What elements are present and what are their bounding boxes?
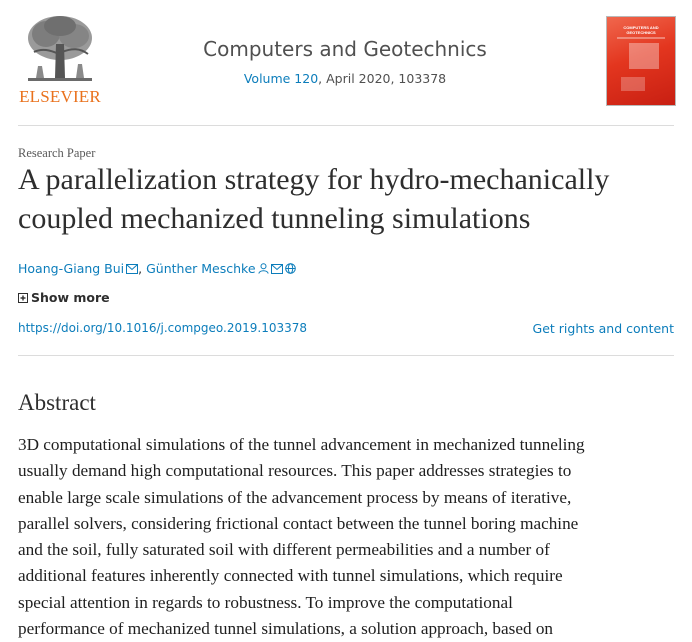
get-rights-link[interactable]: Get rights and content xyxy=(532,321,674,336)
cover-title: COMPUTERS AND GEOTECHNICS xyxy=(623,25,659,35)
abstract-text xyxy=(18,432,688,642)
article-title: A parallelization strategy for hydro-mechanically coupled mechanized tunneling simulations xyxy=(18,163,610,235)
show-more-label: Show more xyxy=(31,290,110,305)
elsevier-logo[interactable] xyxy=(18,14,102,106)
issue-details: , April 2020, 103378 xyxy=(318,71,447,86)
journal-header xyxy=(0,0,692,125)
doi-link[interactable]: https://doi.org/10.1016/j.compgeo.2019.103378 xyxy=(18,321,308,335)
author-link[interactable]: Günther Meschke xyxy=(146,261,256,276)
author-link[interactable]: Hoang-Giang Bui xyxy=(18,261,125,276)
header-divider xyxy=(18,125,674,126)
publisher-name: ELSEVIER xyxy=(19,87,101,106)
abstract-line: special attention in regards to robustness. To improve the computational xyxy=(18,592,513,612)
article-type: Research Paper xyxy=(18,146,96,160)
journal-title[interactable]: Computers and Geotechnics xyxy=(203,37,487,61)
abstract-heading: Abstract xyxy=(18,390,96,415)
person-icon[interactable] xyxy=(258,263,269,274)
abstract-line: and the soil, fully saturated soil with different permeabilities and a number of xyxy=(18,540,550,560)
cover-stripe xyxy=(617,37,665,39)
email-icon[interactable] xyxy=(126,264,138,274)
journal-issue-info xyxy=(100,71,590,86)
email-icon[interactable] xyxy=(271,264,283,274)
section-divider xyxy=(18,355,674,356)
volume-link[interactable]: Volume 120 xyxy=(243,71,319,86)
author-separator: , xyxy=(138,261,147,276)
abstract-line: performance of mechanized tunnel simulations, a solution approach, based on xyxy=(18,619,554,639)
elsevier-tree-icon xyxy=(22,14,98,86)
journal-cover-image[interactable] xyxy=(606,16,676,106)
show-more-button[interactable] xyxy=(18,290,110,305)
author-list xyxy=(18,261,296,276)
abstract-line: additional features inherently connected with tunnel simulations, which require xyxy=(18,566,563,586)
cover-text-block xyxy=(621,77,645,91)
abstract-line: parallel solvers, considering frictional contact between the tunnel boring machine xyxy=(18,513,579,533)
plus-box-icon xyxy=(18,293,28,303)
abstract-line: usually demand high computational resources. This paper addresses strategies to xyxy=(18,461,572,481)
globe-icon[interactable] xyxy=(285,263,296,274)
abstract-line: 3D computational simulations of the tunnel advancement in mechanized tunneling xyxy=(18,435,585,454)
cover-graphic xyxy=(629,43,659,69)
abstract-line: enable large scale simulations of the advancement process by means of iterative, xyxy=(18,487,572,507)
